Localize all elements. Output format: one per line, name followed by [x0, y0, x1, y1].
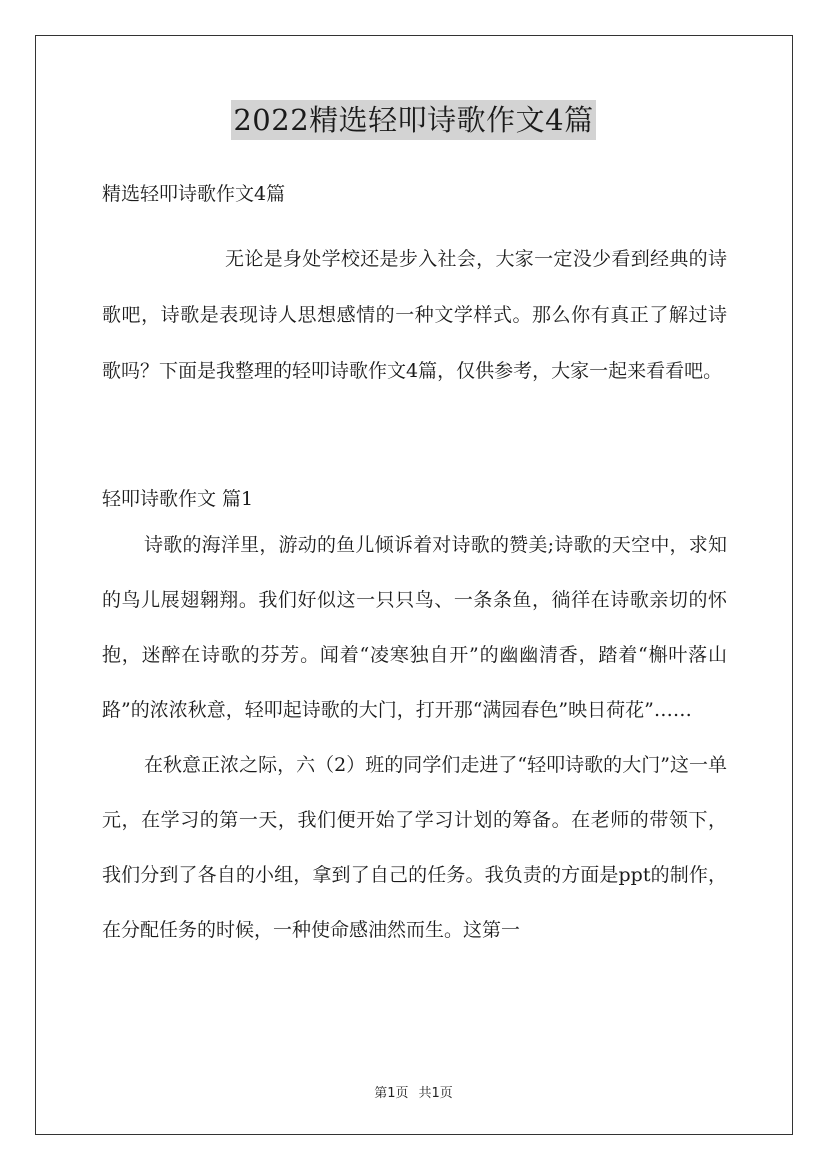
section-heading: 轻叩诗歌作文 篇1 — [102, 488, 254, 510]
page-number: 第1页 — [374, 1086, 409, 1101]
document-body — [102, 176, 727, 958]
title-wrap — [0, 100, 827, 140]
body-paragraph-1: 诗歌的海洋里，游动的鱼儿倾诉着对诗歌的赞美;诗歌的天空中，求知的鸟儿展翅翱翔。我们好似这一只只鸟、一条条鱼，徜徉在诗歌亲切的怀抱，迷醉在诗歌的芬芳。闻着“凌寒独自开”的幽幽清香，踏着“槲叶落山路”的浓浓秋意，轻叩起诗歌的大门，打开那“满园春色”映日荷花”…… — [102, 534, 727, 721]
document-subtitle: 精选轻叩诗歌作文4篇 — [102, 183, 286, 205]
body-paragraph-2: 在秋意正浓之际，六（2）班的同学们走进了“轻叩诗歌的大门”这一单元，在学习的第一天，我们便开始了学习计划的筹备。在老师的带领下，我们分到了各自的小组，拿到了自己的任务。我负责的方面是ppt的制作，在分配任务的时候，一种使命感油然而生。这第一 — [102, 754, 727, 941]
page-total: 共1页 — [418, 1086, 453, 1101]
document-title: 2022精选轻叩诗歌作文4篇 — [231, 100, 595, 140]
intro-paragraph: 无论是身处学校还是步入社会，大家一定没少看到经典的诗歌吧，诗歌是表现诗人思想感情的一种文学样式。那么你有真正了解过诗歌吗？下面是我整理的轻叩诗歌作文4篇，仅供参考，大家一起来看看吧。 — [102, 248, 727, 382]
page-footer — [0, 1082, 827, 1101]
